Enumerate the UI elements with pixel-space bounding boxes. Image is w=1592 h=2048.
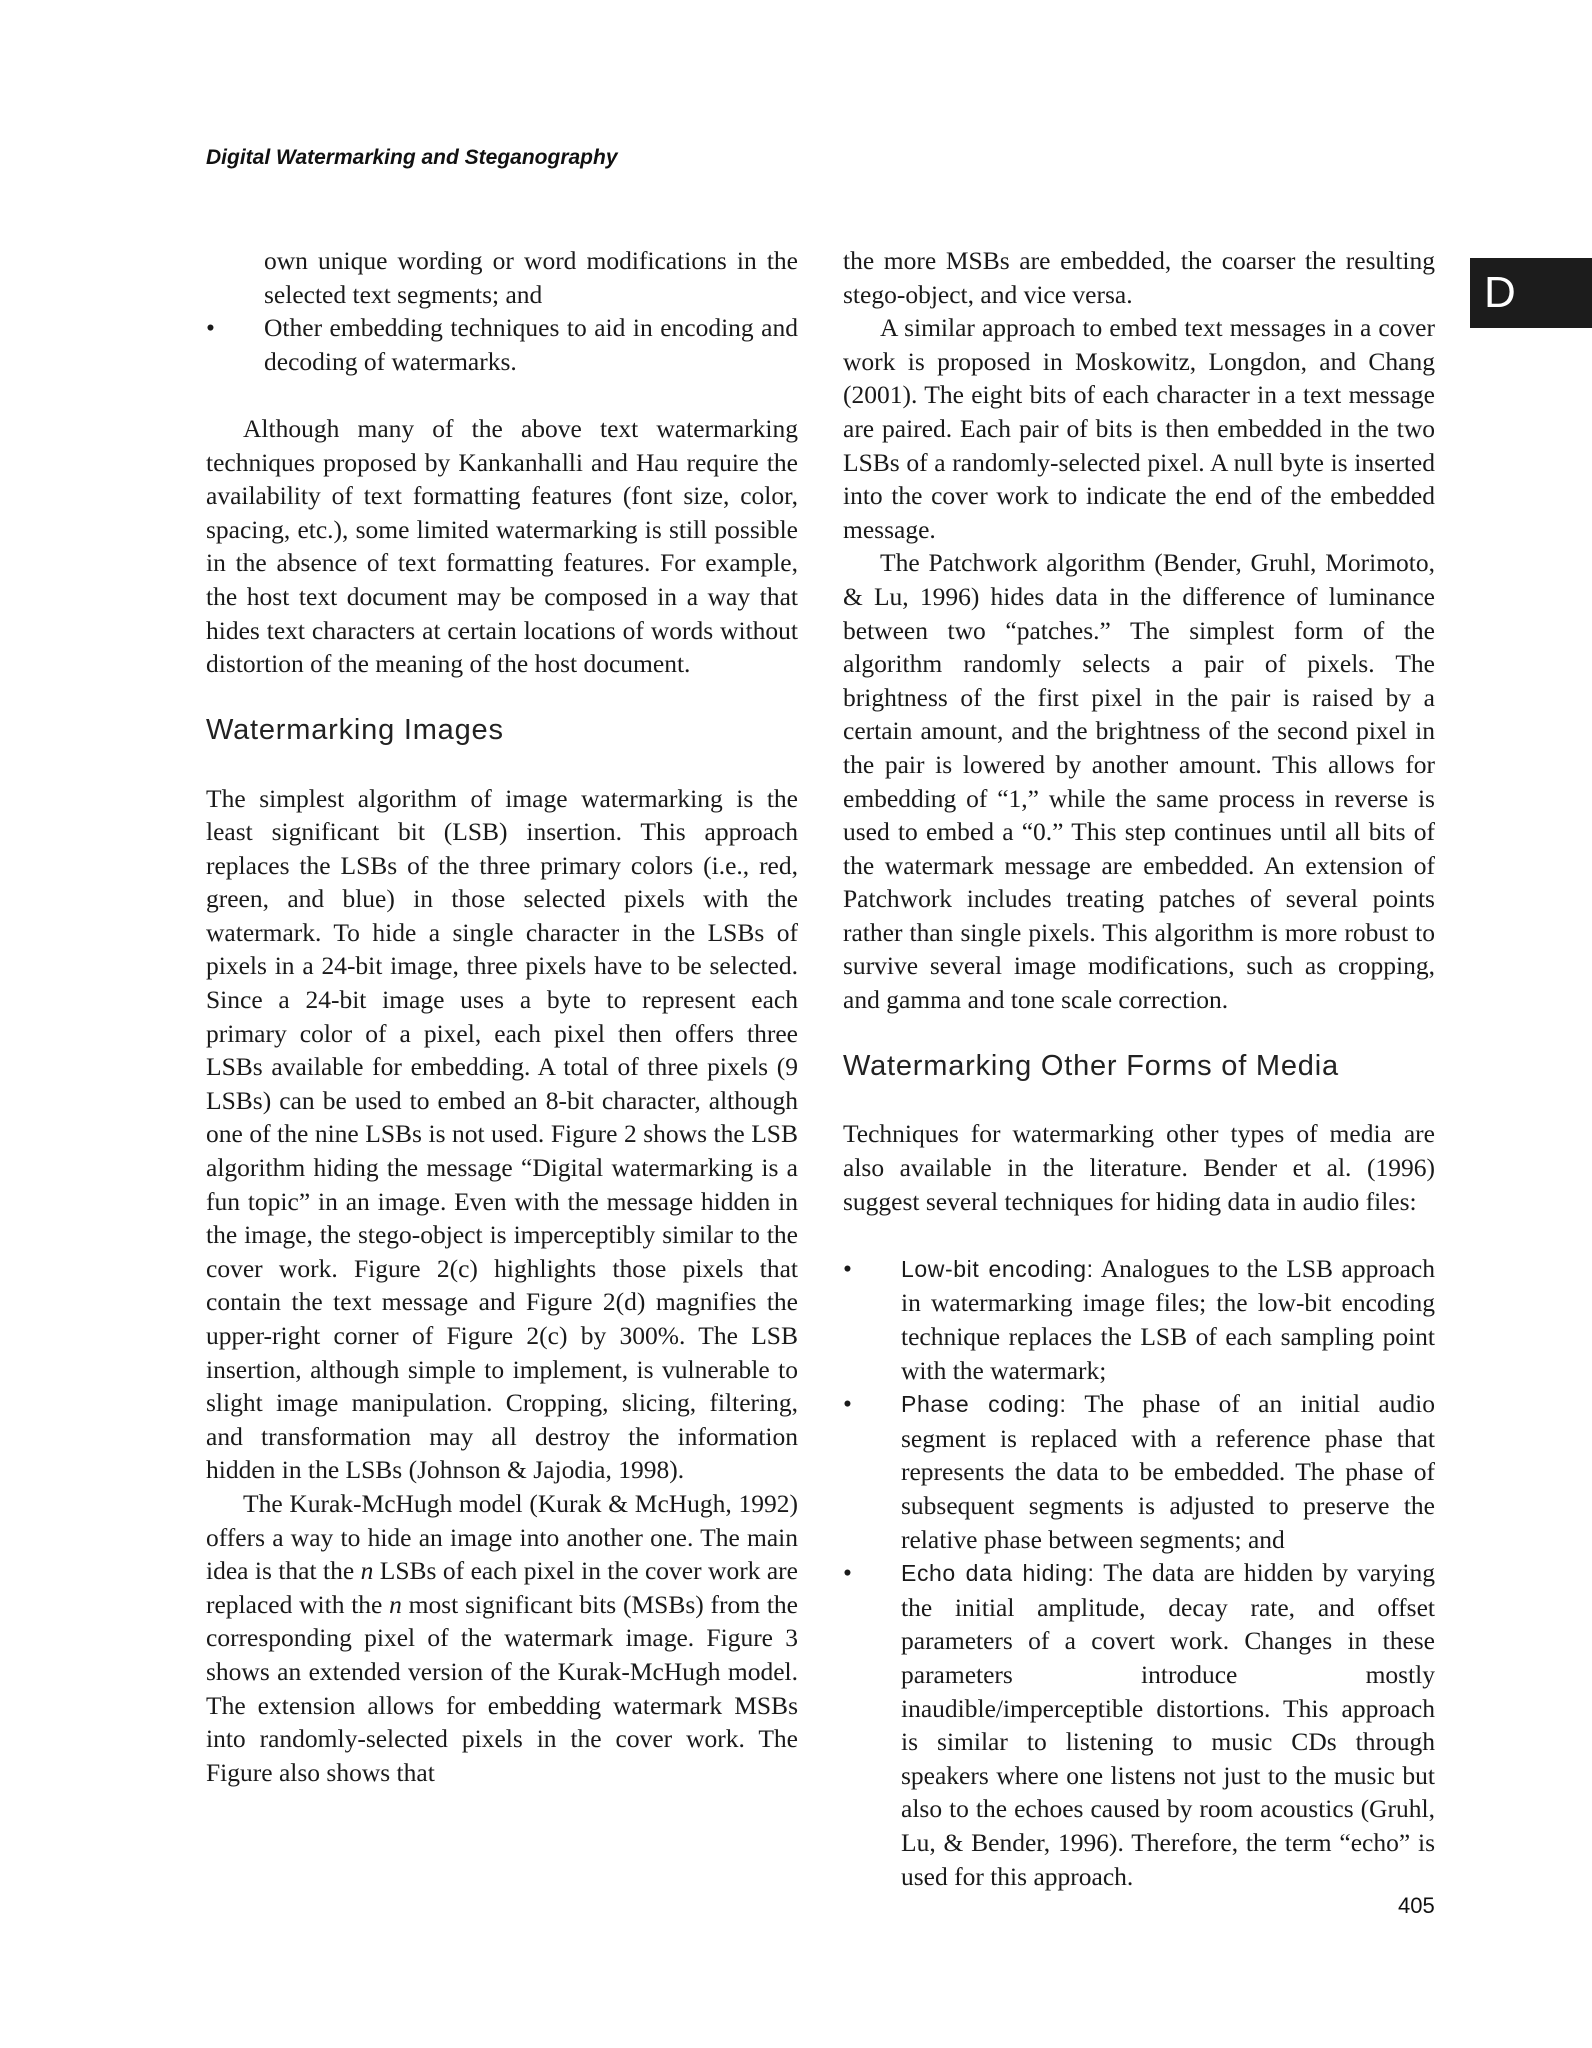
right-column (843, 244, 1435, 1893)
paragraph: Although many of the above text watermarking techniques proposed by Kankanhalli and Hau require the availability of text formatting features (font size, color, spacing, etc.), some limited watermarking is still possible in the absence of text formatting features. For example, the host text document may be composed in a way that hides text characters at certain locations of words without distortion of the meaning of the host document. (206, 413, 798, 679)
bullet-list (206, 311, 798, 378)
list-item (206, 311, 798, 378)
list-term: Echo data hiding: (901, 1560, 1095, 1587)
left-column (206, 244, 798, 1789)
italic-variable: n (360, 1556, 374, 1586)
page-number: 405 (1398, 1893, 1435, 1918)
section-heading: Watermarking Other Forms of Media (843, 1050, 1339, 1083)
paragraph: Techniques for watermarking other types of media are also available in the literature. Bender et al. (1996) suggest several techniques for hiding data in audio files: (843, 1119, 1435, 1216)
list-item (843, 1387, 1435, 1556)
list-item-text: The data are hidden by varying the initial amplitude, decay rate, and offset parameters of a covert work. Changes in these parameters introduce mostly inaudible/imperceptible distortions. This approach is similar to listening to music CDs through speakers where one listens not just to the music but also to the echoes caused by room acoustics (Gruhl, Lu, & Bender, 1996). Therefore, the term “echo” is used for this approach. (901, 1558, 1435, 1891)
italic-variable: n (389, 1589, 402, 1619)
paragraph: the more MSBs are embedded, the coarser the resulting stego-object, and vice versa. (843, 246, 1435, 309)
list-item-text: Analogues to the LSB approach in watermarking image files; the low-bit encoding technique replaces the LSB of each sampling point with the watermark; (901, 1253, 1436, 1385)
list-item (843, 1252, 1435, 1387)
list-item-continuation: own unique wording or word modifications in the selected text segments; and (264, 246, 798, 309)
paragraph: A similar approach to embed text messages in a cover work is proposed in Moskowitz, Longdon, and Chang (2001). The eight bits of each character in a text message are paired. Each pair of bits is then embedded in the two LSBs of a randomly-selected pixel. A null byte is inserted into the cover work to indicate the end of the embedded message. (843, 313, 1435, 544)
list-item-text: Other embedding techniques to aid in encoding and decoding of watermarks. (264, 313, 798, 376)
paragraph: The simplest algorithm of image watermarking is the least significant bit (LSB) insertion. This approach replaces the LSBs of the three primary colors (i.e., red, green, and blue) in those selected pixels with the watermark. To hide a single character in the LSBs of pixels in a 24-bit image, three pixels have to be selected. Since a 24-bit image uses a byte to represent each primary color of a pixel, each pixel then offers three LSBs available for embedding. A total of three pixels (9 LSBs) can be used to embed an 8-bit character, although one of the nine LSBs is not used. Figure 2 shows the LSB algorithm hiding the message “Digital watermarking is a fun topic” in an image. Even with the message hidden in the image, the stego-object is imperceptibly similar to the cover work. Figure 2(c) highlights those pixels that contain the text message and Figure 2(d) magnifies the upper-right corner of Figure 2(c) by 300%. The LSB insertion, although simple to implement, is vulnerable to slight image manipulation. Cropping, slicing, filtering, and transformation may all destroy the information hidden in the LSBs (Johnson & Jajodia, 1998). (206, 783, 798, 1485)
list-term: Low-bit encoding: (901, 1255, 1094, 1282)
list-item-text: The phase of an initial audio segment is replaced with a reference phase that represents the data to be embedded. The phase of subsequent segments is adjusted to preserve the relative phase between segments; and (901, 1389, 1435, 1554)
bullet-icon: • (843, 1558, 852, 1588)
paragraph: The Kurak-McHugh model (Kurak & McHugh, 1992) offers a way to hide an image into another one. The main idea is that the n LSBs of each pixel in the cover work are replaced with the n most significant bits (MSBs) from the corresponding pixel of the watermark image. Figure 3 shows an extended version of the Kurak-McHugh model. The extension allows for embedding watermark MSBs into randomly-selected pixels in the cover work. The Figure also shows that (206, 1488, 798, 1787)
section-tab: D (1470, 258, 1592, 328)
paragraph: The Patchwork algorithm (Bender, Gruhl, Morimoto, & Lu, 1996) hides data in the difference of luminance between two “patches.” The simplest form of the algorithm randomly selects a pair of pixels. The brightness of the first pixel in the pair is raised by a certain amount, and the brightness of the second pixel in the pair is lowered by another amount. This allows for embedding of “1,” while the same process in reverse is used to embed a “0.” This step continues until all bits of the watermark message are embedded. An extension of Patchwork includes treating patches of several points rather than single pixels. This algorithm is more robust to survive several image modifications, such as cropping, and gamma and tone scale correction. (843, 548, 1435, 1015)
list-term: Phase coding: (901, 1391, 1067, 1418)
section-heading: Watermarking Images (206, 714, 504, 747)
bullet-list (843, 1252, 1435, 1893)
running-head: Digital Watermarking and Steganography (206, 146, 618, 169)
bullet-icon: • (206, 313, 215, 343)
bullet-icon: • (843, 1253, 852, 1283)
list-item (843, 1556, 1435, 1893)
bullet-icon: • (843, 1389, 852, 1419)
